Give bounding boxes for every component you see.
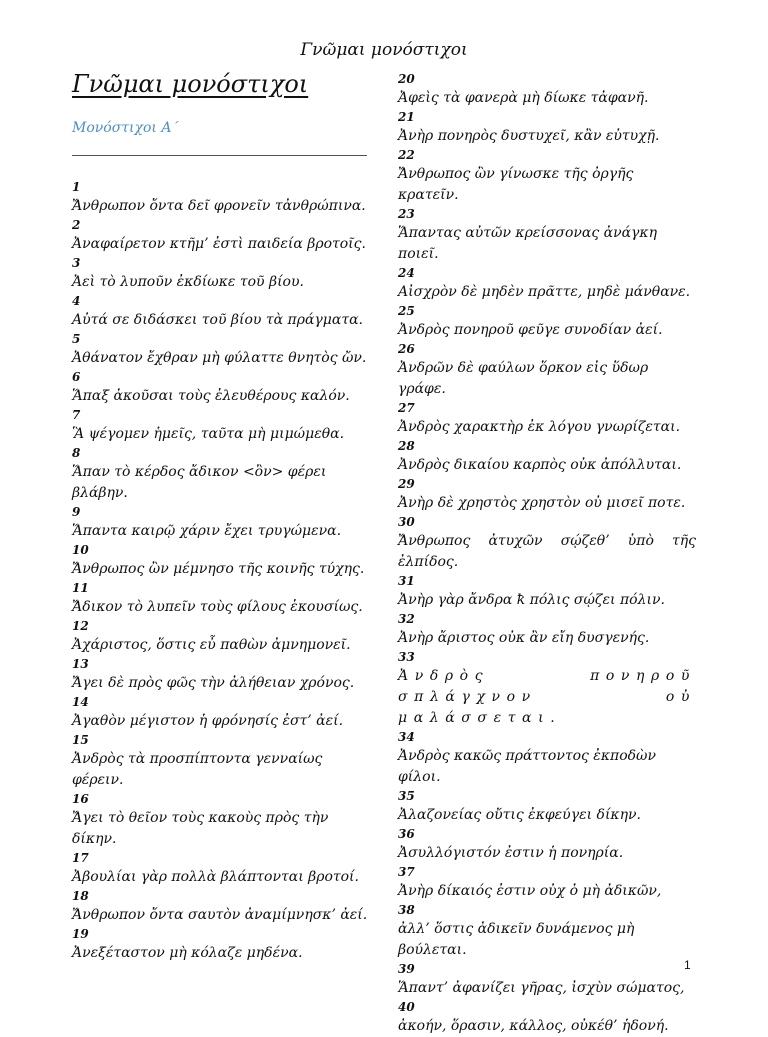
verse [398, 864, 696, 902]
verse-number: 35 [398, 789, 415, 803]
verse [72, 732, 372, 791]
page-title: Γνῶμαι μονόστιχοι [72, 70, 309, 98]
verse [72, 791, 372, 850]
verse-number: 17 [72, 851, 89, 865]
verse-text: Ἀεὶ τὸ λυποῦν ἐκδίωκε τοῦ βίου. [72, 274, 304, 290]
verse [72, 369, 372, 407]
verse-text: Ἀφεὶς τὰ φανερὰ μὴ δίωκε τἀφανῆ. [398, 90, 649, 106]
verse [72, 694, 372, 732]
verse [398, 826, 696, 864]
verse-text: Ἀνδρῶν δὲ φαύλων ὅρκον εἰς ὕδωρ γράφε. [398, 360, 649, 397]
verse-number: 33 [398, 650, 415, 664]
verse-number: 13 [72, 657, 89, 671]
verse [72, 217, 372, 255]
verse-text: Ἄδικον τὸ λυπεῖν τοὺς φίλους ἑκουσίως. [72, 599, 363, 615]
verse-number: 39 [398, 962, 415, 976]
verse [398, 206, 696, 265]
verse-number: 28 [398, 439, 415, 453]
verse-text: Ἅπαν τὸ κέρδος ἄδικον <ὂν> φέρει βλάβην. [72, 464, 327, 501]
verse-number: 8 [72, 446, 81, 460]
verse-text: Ἀσυλλόγιστόν ἐστιν ἡ πονηρία. [398, 845, 624, 861]
verse-number: 14 [72, 695, 89, 709]
verse [72, 656, 372, 694]
verse-number: 2 [72, 218, 81, 232]
verse [398, 109, 696, 147]
verse-number: 10 [72, 543, 89, 557]
verse-number: 23 [398, 207, 415, 221]
verse-text: Ἄγει δὲ πρὸς φῶς τὴν ἀλήθειαν χρόνος. [72, 675, 355, 691]
verse [398, 476, 696, 514]
verse-number: 21 [398, 110, 415, 124]
verse-text: Ἀνὴρ ἄριστος οὐκ ἂν εἴη δυσγενής. [398, 630, 650, 646]
section-divider [72, 155, 367, 156]
verse-number: 12 [72, 619, 89, 633]
verse-text: Ἀνδρὸς δικαίου καρπὸς οὐκ ἀπόλλυται. [398, 457, 682, 473]
verse-text: Ἀνδρὸς πονηροῦ φεῦγε συνοδίαν ἀεί. [398, 322, 663, 338]
verse-number: 25 [398, 304, 415, 318]
verse-text: Ἄνθρωπον ὄντα σαυτὸν ἀναμίμνησκ’ ἀεί. [72, 907, 368, 923]
verse [398, 71, 696, 109]
verse-number: 3 [72, 256, 81, 270]
verse-text: Ἀχάριστος, ὅστις εὖ παθὼν ἀμνημονεῖ. [72, 637, 351, 653]
verse [398, 788, 696, 826]
verse-number: 9 [72, 505, 81, 519]
verse-text: Ἀλαζονείας οὔτις ἐκφεύγει δίκην. [398, 807, 641, 823]
verse-number: 11 [72, 581, 89, 595]
verse-number: 22 [398, 148, 415, 162]
verse-text: Ἄνθρωπον ὄντα δεῖ φρονεῖν τἀνθρώπινα. [72, 198, 366, 214]
verse-number: 1 [72, 180, 81, 194]
verse-number: 27 [398, 401, 415, 415]
verse-number: 16 [72, 792, 89, 806]
section-heading: Μονόστιχοι Α΄ [72, 120, 179, 136]
verse-number: 26 [398, 342, 415, 356]
verse-text: ἀλλ’ ὅστις ἀδικεῖν δυνάμενος μὴ βούλεται. [398, 921, 635, 958]
verse [72, 179, 372, 217]
verse-text: ἀκοήν, ὅρασιν, κάλλος, οὐκέθ’ ἡδονή. [398, 1018, 669, 1034]
verse [398, 999, 696, 1037]
verse-number: 5 [72, 332, 81, 346]
verse [72, 926, 372, 964]
verse-number: 20 [398, 72, 415, 86]
verse [398, 729, 696, 788]
verse-text: Ἄνθρωπος ὢν μέμνησο τῆς κοινῆς τύχης. [72, 561, 365, 577]
verse-number: 29 [398, 477, 415, 491]
verse-text: Ἀνὴρ δίκαιός ἐστιν οὐχ ὁ μὴ ἀδικῶν, [398, 883, 662, 899]
verse-text: Ἀθάνατον ἔχθραν μὴ φύλαττε θνητὸς ὤν. [72, 350, 367, 366]
verse-column-right [398, 71, 696, 1037]
verse-number: 18 [72, 889, 89, 903]
verse [398, 649, 696, 729]
verse [398, 611, 696, 649]
verse-text: Αὐτά σε διδάσκει τοῦ βίου τὰ πράγματα. [72, 312, 363, 328]
verse-text: Αἰσχρὸν δὲ μηδὲν πρᾶττε, μηδὲ μάνθανε. [398, 284, 691, 300]
running-head: Γνῶμαι μονόστιχοι [300, 40, 468, 60]
verse-column-left [72, 179, 372, 964]
verse [398, 147, 696, 206]
verse [398, 438, 696, 476]
verse-text: Ἀνὴρ πονηρὸς δυστυχεῖ, κἂν εὐτυχῇ. [398, 128, 660, 144]
verse-number: 37 [398, 865, 415, 879]
verse [72, 407, 372, 445]
verse [72, 504, 372, 542]
verse [398, 265, 696, 303]
verse-text: Ἀνὴρ γὰρ ἄνδρα ꝁ πόλις σῴζει πόλιν. [398, 592, 665, 608]
verse-text: Ἃ ψέγομεν ἡμεῖς, ταῦτα μὴ μιμώμεθα. [72, 426, 345, 442]
verse-text: Ἀναφαίρετον κτῆμ’ ἐστὶ παιδεία βροτοῖς. [72, 236, 366, 252]
verse-text: Ἅπαντας αὐτῶν κρείσσονας ἀνάγκη ποιεῖ. [398, 225, 657, 262]
verse-text: Ἀνδρὸς τὰ προσπίπτοντα γενναίως φέρειν. [72, 751, 323, 788]
verse-number: 38 [398, 903, 415, 917]
verse [398, 573, 696, 611]
verse-text: Ἀνὴρ δὲ χρηστὸς χρηστὸν οὐ μισεῖ ποτε. [398, 495, 686, 511]
verse [72, 542, 372, 580]
verse [398, 514, 696, 573]
verse-text: Ἀγαθὸν μέγιστον ἡ φρόνησίς ἐστ’ ἀεί. [72, 713, 344, 729]
verse-text: Ἀνδρὸς κακῶς πράττοντος ἐκποδὼν φίλοι. [398, 748, 656, 785]
verse-number: 4 [72, 294, 81, 308]
verse [72, 331, 372, 369]
verse-number: 31 [398, 574, 415, 588]
verse [398, 902, 696, 961]
verse [72, 618, 372, 656]
page-number: 1 [684, 958, 691, 972]
verse-text: Ἀβουλίαι γὰρ πολλὰ βλάπτονται βροτοί. [72, 869, 359, 885]
verse-number: 6 [72, 370, 81, 384]
verse-number: 15 [72, 733, 89, 747]
verse [72, 580, 372, 618]
verse-text: Ἅπαξ ἀκοῦσαι τοὺς ἐλευθέρους καλόν. [72, 388, 350, 404]
verse-number: 36 [398, 827, 415, 841]
verse-number: 24 [398, 266, 415, 280]
verse [398, 303, 696, 341]
verse-text: Ἅπαντ’ ἀφανίζει γῆρας, ἰσχὺν σώματος, [398, 980, 685, 996]
verse-text: Ἄνθρωπος ἀτυχῶν σῴζεθ’ ὑπὸ τῆς ἐλπίδος. [398, 533, 696, 570]
verse-text: Ἄγει τὸ θεῖον τοὺς κακοὺς πρὸς τὴν δίκην. [72, 810, 329, 847]
verse [398, 341, 696, 400]
verse [398, 400, 696, 438]
verse-number: 30 [398, 515, 415, 529]
verse [72, 445, 372, 504]
verse-text: Ἅπαντα καιρῷ χάριν ἔχει τρυγώμενα. [72, 523, 342, 539]
verse-number: 19 [72, 927, 89, 941]
verse-text: Ἄνθρωπος ὢν γίνωσκε τῆς ὀργῆς κρατεῖν. [398, 166, 634, 203]
verse-number: 40 [398, 1000, 415, 1014]
verse-number: 34 [398, 730, 415, 744]
verse-text: Ἀνδρὸς χαρακτὴρ ἐκ λόγου γνωρίζεται. [398, 419, 681, 435]
verse-number: 7 [72, 408, 81, 422]
verse [72, 888, 372, 926]
verse-number: 32 [398, 612, 415, 626]
verse [398, 961, 696, 999]
verse [72, 255, 372, 293]
verse [72, 293, 372, 331]
verse-text: Ἀνδρὸς πονηροῦ σπλάγχνον οὐ μαλάσσεται. [398, 668, 696, 726]
verse [72, 850, 372, 888]
verse-text: Ἀνεξέταστον μὴ κόλαζε μηδένα. [72, 945, 303, 961]
